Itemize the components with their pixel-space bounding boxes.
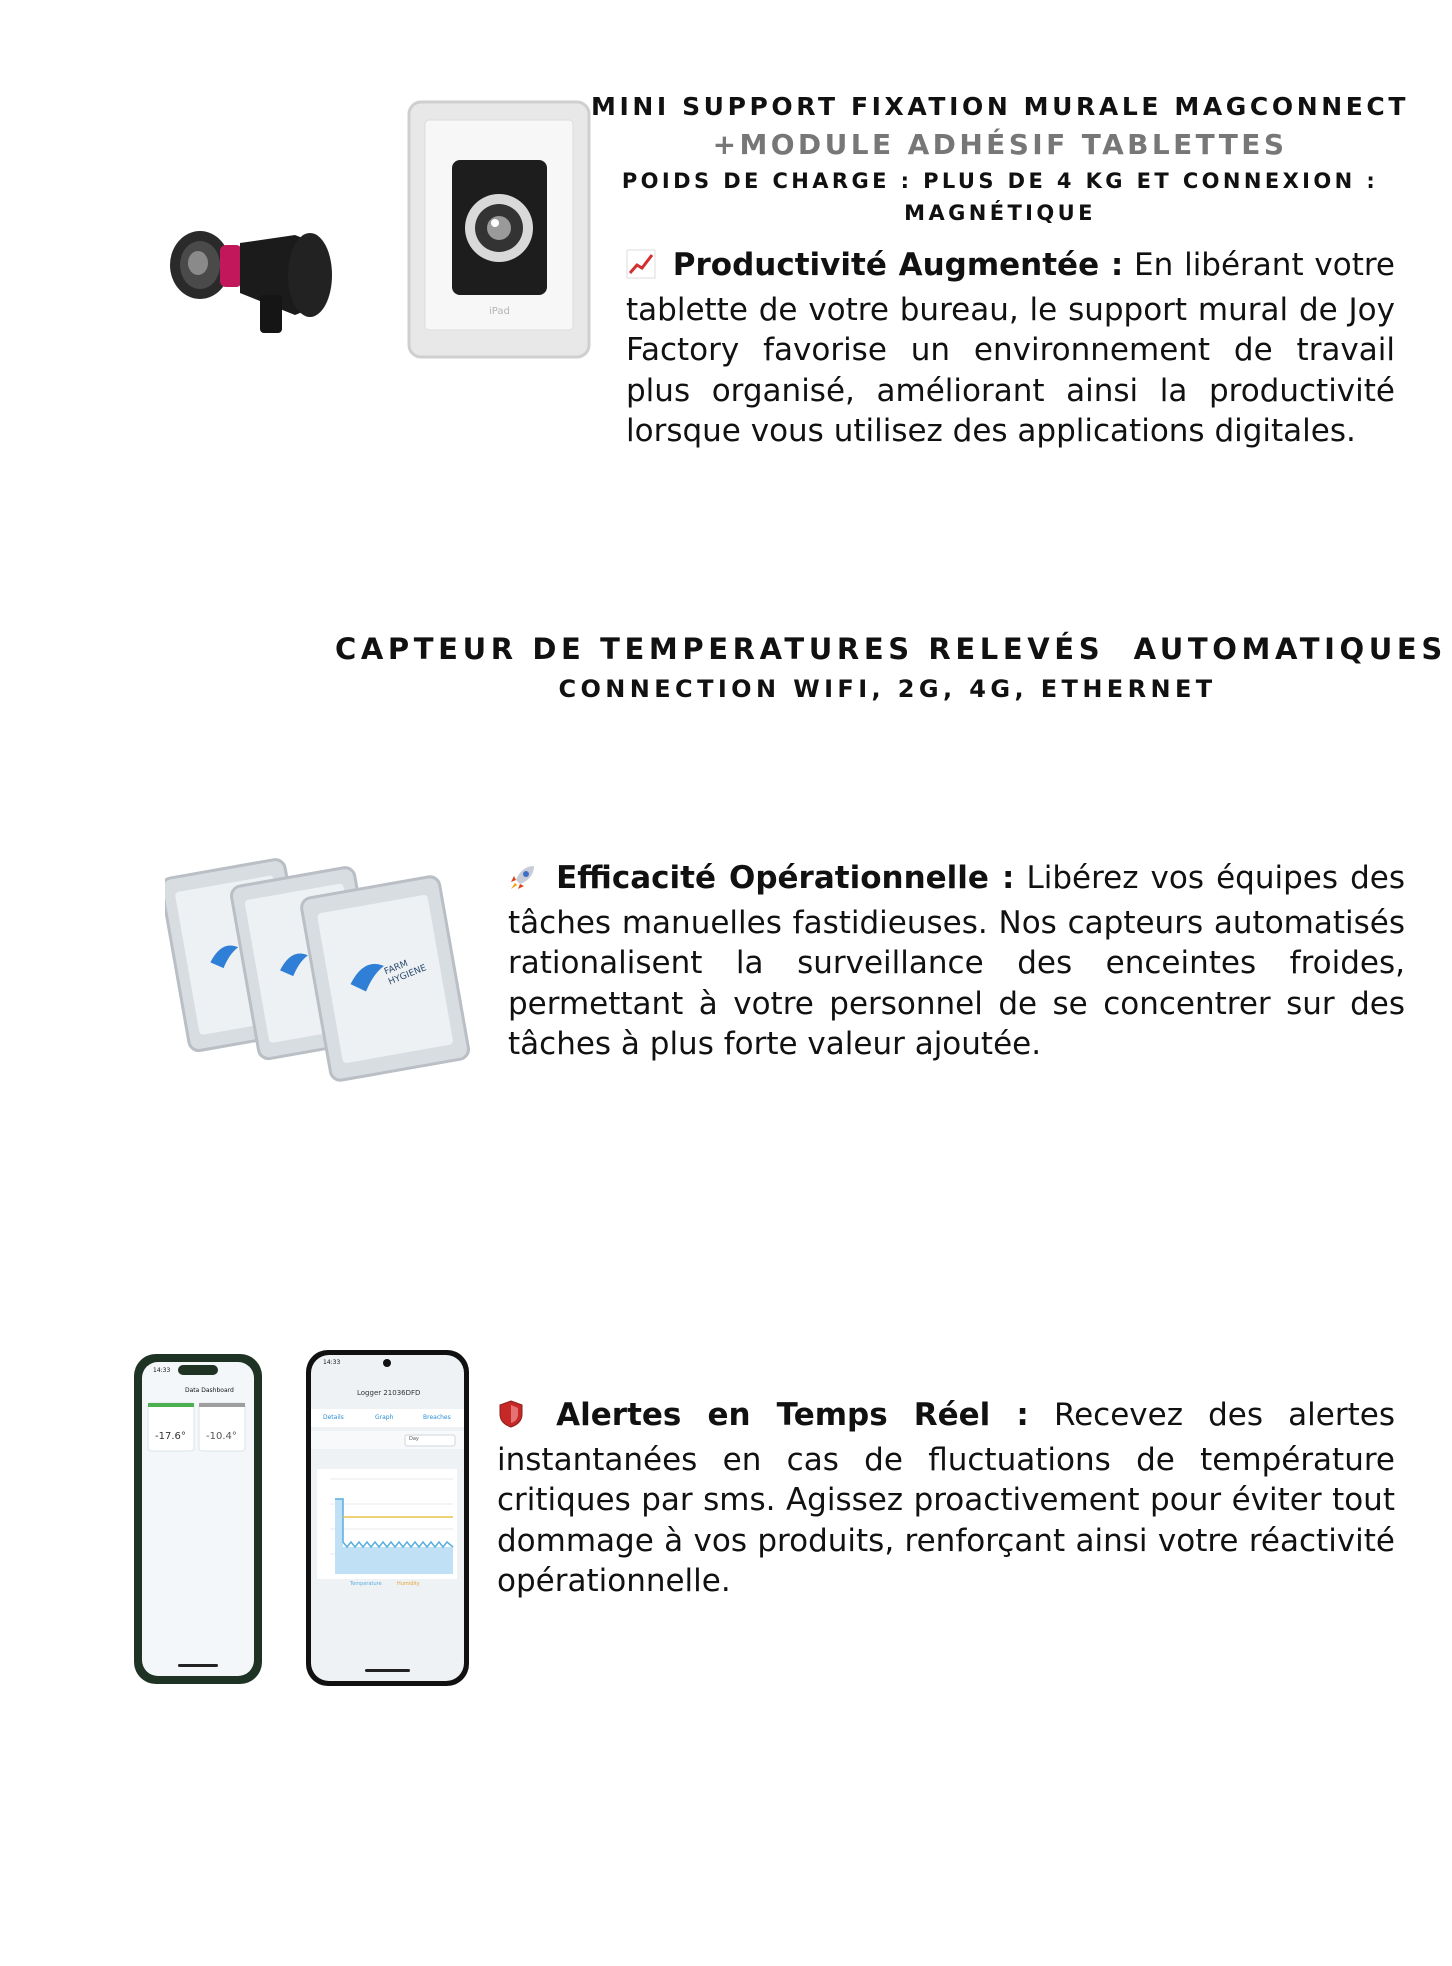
tablet-image bbox=[407, 100, 592, 360]
section1-title-line3: POIDS DE CHARGE : PLUS DE 4 KG ET CONNEXION : bbox=[621, 169, 1379, 193]
section2-title-line1: CAPTEUR DE TEMPERATURES RELEVÉS AUTOMATIQUES bbox=[335, 632, 1447, 666]
phone1-title: Data Dashboard bbox=[185, 1387, 234, 1394]
chart-increasing-icon bbox=[626, 249, 656, 290]
section1-feature-paragraph bbox=[626, 245, 1395, 452]
rocket-icon bbox=[508, 862, 538, 903]
phone2-dropdown: Day bbox=[409, 1436, 419, 1442]
phone2-tab-breaches: Breaches bbox=[423, 1414, 451, 1421]
shield-icon bbox=[497, 1399, 525, 1440]
temperature-sensors-image bbox=[165, 848, 485, 1088]
section2-feature-text: Libérez vos équipes des tâches manuelles fastidieuses. Nos capteurs automatisés rationalisent la surveillance des enceintes froides, permettant à votre personnel de se concentrer sur des tâches à plus forte valeur ajoutée. bbox=[508, 860, 1405, 1062]
section2-feature-paragraph bbox=[508, 858, 1405, 1065]
section2-feature-heading: Efficacité Opérationnelle : bbox=[556, 860, 1015, 896]
phone-graph-image bbox=[305, 1349, 470, 1687]
sensor-brand-label: FARM HYGIENE bbox=[383, 958, 429, 988]
section1-title-line4: MAGNÉTIQUE bbox=[904, 201, 1096, 225]
wall-mount-image bbox=[160, 215, 350, 350]
phone2-legend-temperature: Temperature bbox=[350, 1581, 382, 1587]
section1-feature-heading: Productivité Augmentée : bbox=[672, 247, 1124, 283]
section1-title-line2: +MODULE ADHÉSIF TABLETTES bbox=[712, 128, 1288, 161]
phone2-title: Logger 21036DFD bbox=[357, 1389, 421, 1397]
phone2-legend-humidity: Humidity bbox=[397, 1581, 420, 1587]
phone2-tab-graph: Graph bbox=[375, 1414, 394, 1421]
phone-dashboard-image bbox=[133, 1353, 263, 1685]
section2-title-line2: CONNECTION WIFI, 2G, 4G, ETHERNET bbox=[558, 675, 1217, 703]
section1-title-line1: MINI SUPPORT FIXATION MURALE MAGCONNECT bbox=[590, 92, 1410, 121]
phone2-tab-details: Details bbox=[323, 1414, 344, 1421]
section3-feature-text: Recevez des alertes instantanées en cas de fluctuations de température critiques par sms. Agissez proactivement pour éviter tout dommage à vos produits, renforçant ainsi votre réactivité opérationnelle. bbox=[497, 1397, 1395, 1599]
section3-feature-heading: Alertes en Temps Réel : bbox=[556, 1397, 1029, 1433]
phone1-time: 14:33 bbox=[153, 1367, 171, 1374]
phone1-reading2: -10.4° bbox=[206, 1431, 237, 1442]
phone1-reading1: -17.6° bbox=[155, 1431, 186, 1442]
tablet-label: iPad bbox=[489, 306, 510, 317]
section1-feature-text: En libérant votre tablette de votre bureau, le support mural de Joy Factory favorise un environnement de travail plus organisé, améliorant ainsi la productivité lorsque vous utilisez des applications digitales. bbox=[626, 247, 1395, 449]
section3-feature-paragraph bbox=[497, 1395, 1395, 1602]
phone2-time: 14:33 bbox=[323, 1359, 341, 1366]
